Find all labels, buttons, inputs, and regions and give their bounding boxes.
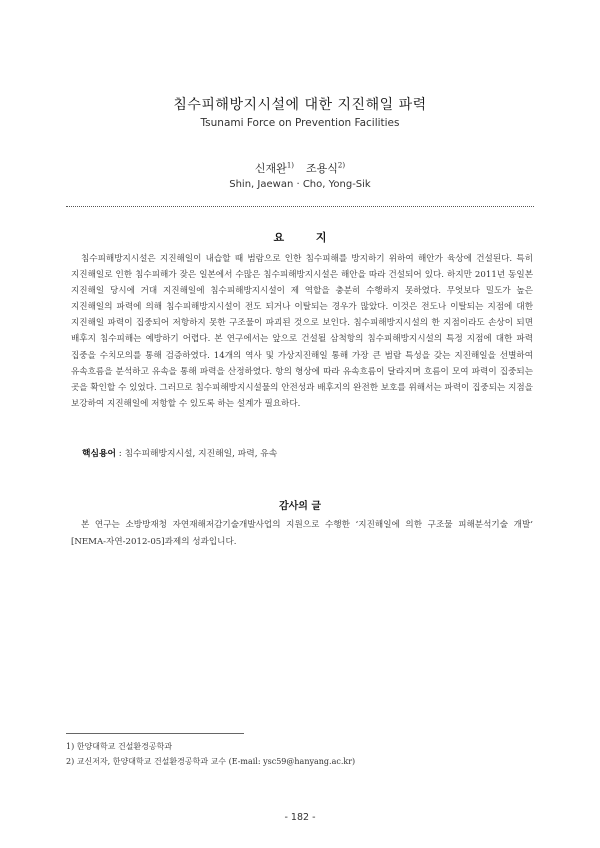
author-footnote-mark: 2) (337, 161, 346, 170)
author-list (0, 160, 600, 176)
page-number: - 182 - (284, 812, 316, 823)
acknowledgement-text: 본 연구는 소방방재청 자연재해저감기술개발사업의 지원으로 수행한 ‘지진해일에 의한 구조물 피해분석기술 개발’ [NEMA-자연-2012-05]과제의 성과입니다. (71, 520, 533, 547)
keywords (82, 446, 532, 459)
keywords-text: 침수피해방지시설, 지진해일, 파력, 유속 (124, 449, 278, 459)
author-name: 조용식 (306, 162, 338, 175)
acknowledgement-heading: 감사의 글 (278, 501, 322, 512)
footnote-text: 교신저자, 한양대학교 건설환경공학과 교수 (E-mail: ysc59@hanyang.ac.kr) (76, 757, 356, 766)
footnote (66, 739, 536, 754)
author-name: 신재완 (254, 162, 287, 175)
paper-title: 침수피해방지시설에 대한 지진해일 파력 (173, 97, 427, 113)
abstract-heading: 요 지 (273, 231, 341, 244)
keywords-label: 핵심용어 (82, 449, 116, 459)
abstract-text: 침수피해방지시설은 지진해일이 내습할 때 범람으로 인한 침수피해를 방지하기 위하여 해안가 육상에 건설된다. 특히 지진해일로 인한 침수피해가 잦은 일본에서 수많은 침수피해방지시설은 해안을 따라 건설되어 있다. 하지만 2011년 동일본 지진해일 당시에 거대 지진해일에 침수피해방지시설이 제 역할을 충분히 수행하지 못하였다. 무엇보다 밀도가 높은 지진해일의 파력에 의해 침수피해방지시설이 전도 되거나 이탈되는 경우가 많았다. 이것은 전도나 이탈되는 지점에 대한 지진해일 파력이 집중되어 저항하지 못한 구조물이 파괴된 것으로 보인다. 침수피해방지시설의 한 지점이라도 손상이 되면 배후지 침수피해는 예방하기 어렵다. 본 연구에서는 앞으로 건설될 삼척항의 침수피해방지시설의 특정 지점에 대한 파력 집중을 수치모의를 통해 검증하였다. 14개의 역사 및 가상지진해일 통해 가장 큰 범람 특성을 갖는 지진해일을 선별하여 유속흐름을 분석하고 유속을 통해 파력을 산정하였다. 항의 형상에 따라 유속흐름이 달라지며 흐름이 모여 파력이 집중되는 곳을 확인할 수 있었다. 그러므로 침수피해방지시설물의 안전성과 배후지의 완전한 보호를 위해서는 파력이 집중되는 지점을 보강하여 지진해일에 저항할 수 있도록 하는 설계가 필요하다. (71, 254, 533, 409)
author-list-english: Shin, Jaewan · Cho, Yong-Sik (229, 179, 371, 190)
footnote-mark: 1) (66, 742, 75, 751)
keywords-separator: : (118, 449, 122, 459)
footnote-rule (66, 733, 244, 734)
author-footnote-mark: 1) (286, 161, 294, 170)
footnote-text: 한양대학교 건설환경공학과 (76, 742, 173, 751)
footnote-mark: 2) (66, 757, 75, 766)
footnote (66, 754, 536, 769)
paper-subtitle: Tsunami Force on Prevention Facilities (200, 117, 400, 129)
footnotes (66, 739, 536, 769)
section-divider (66, 206, 534, 207)
